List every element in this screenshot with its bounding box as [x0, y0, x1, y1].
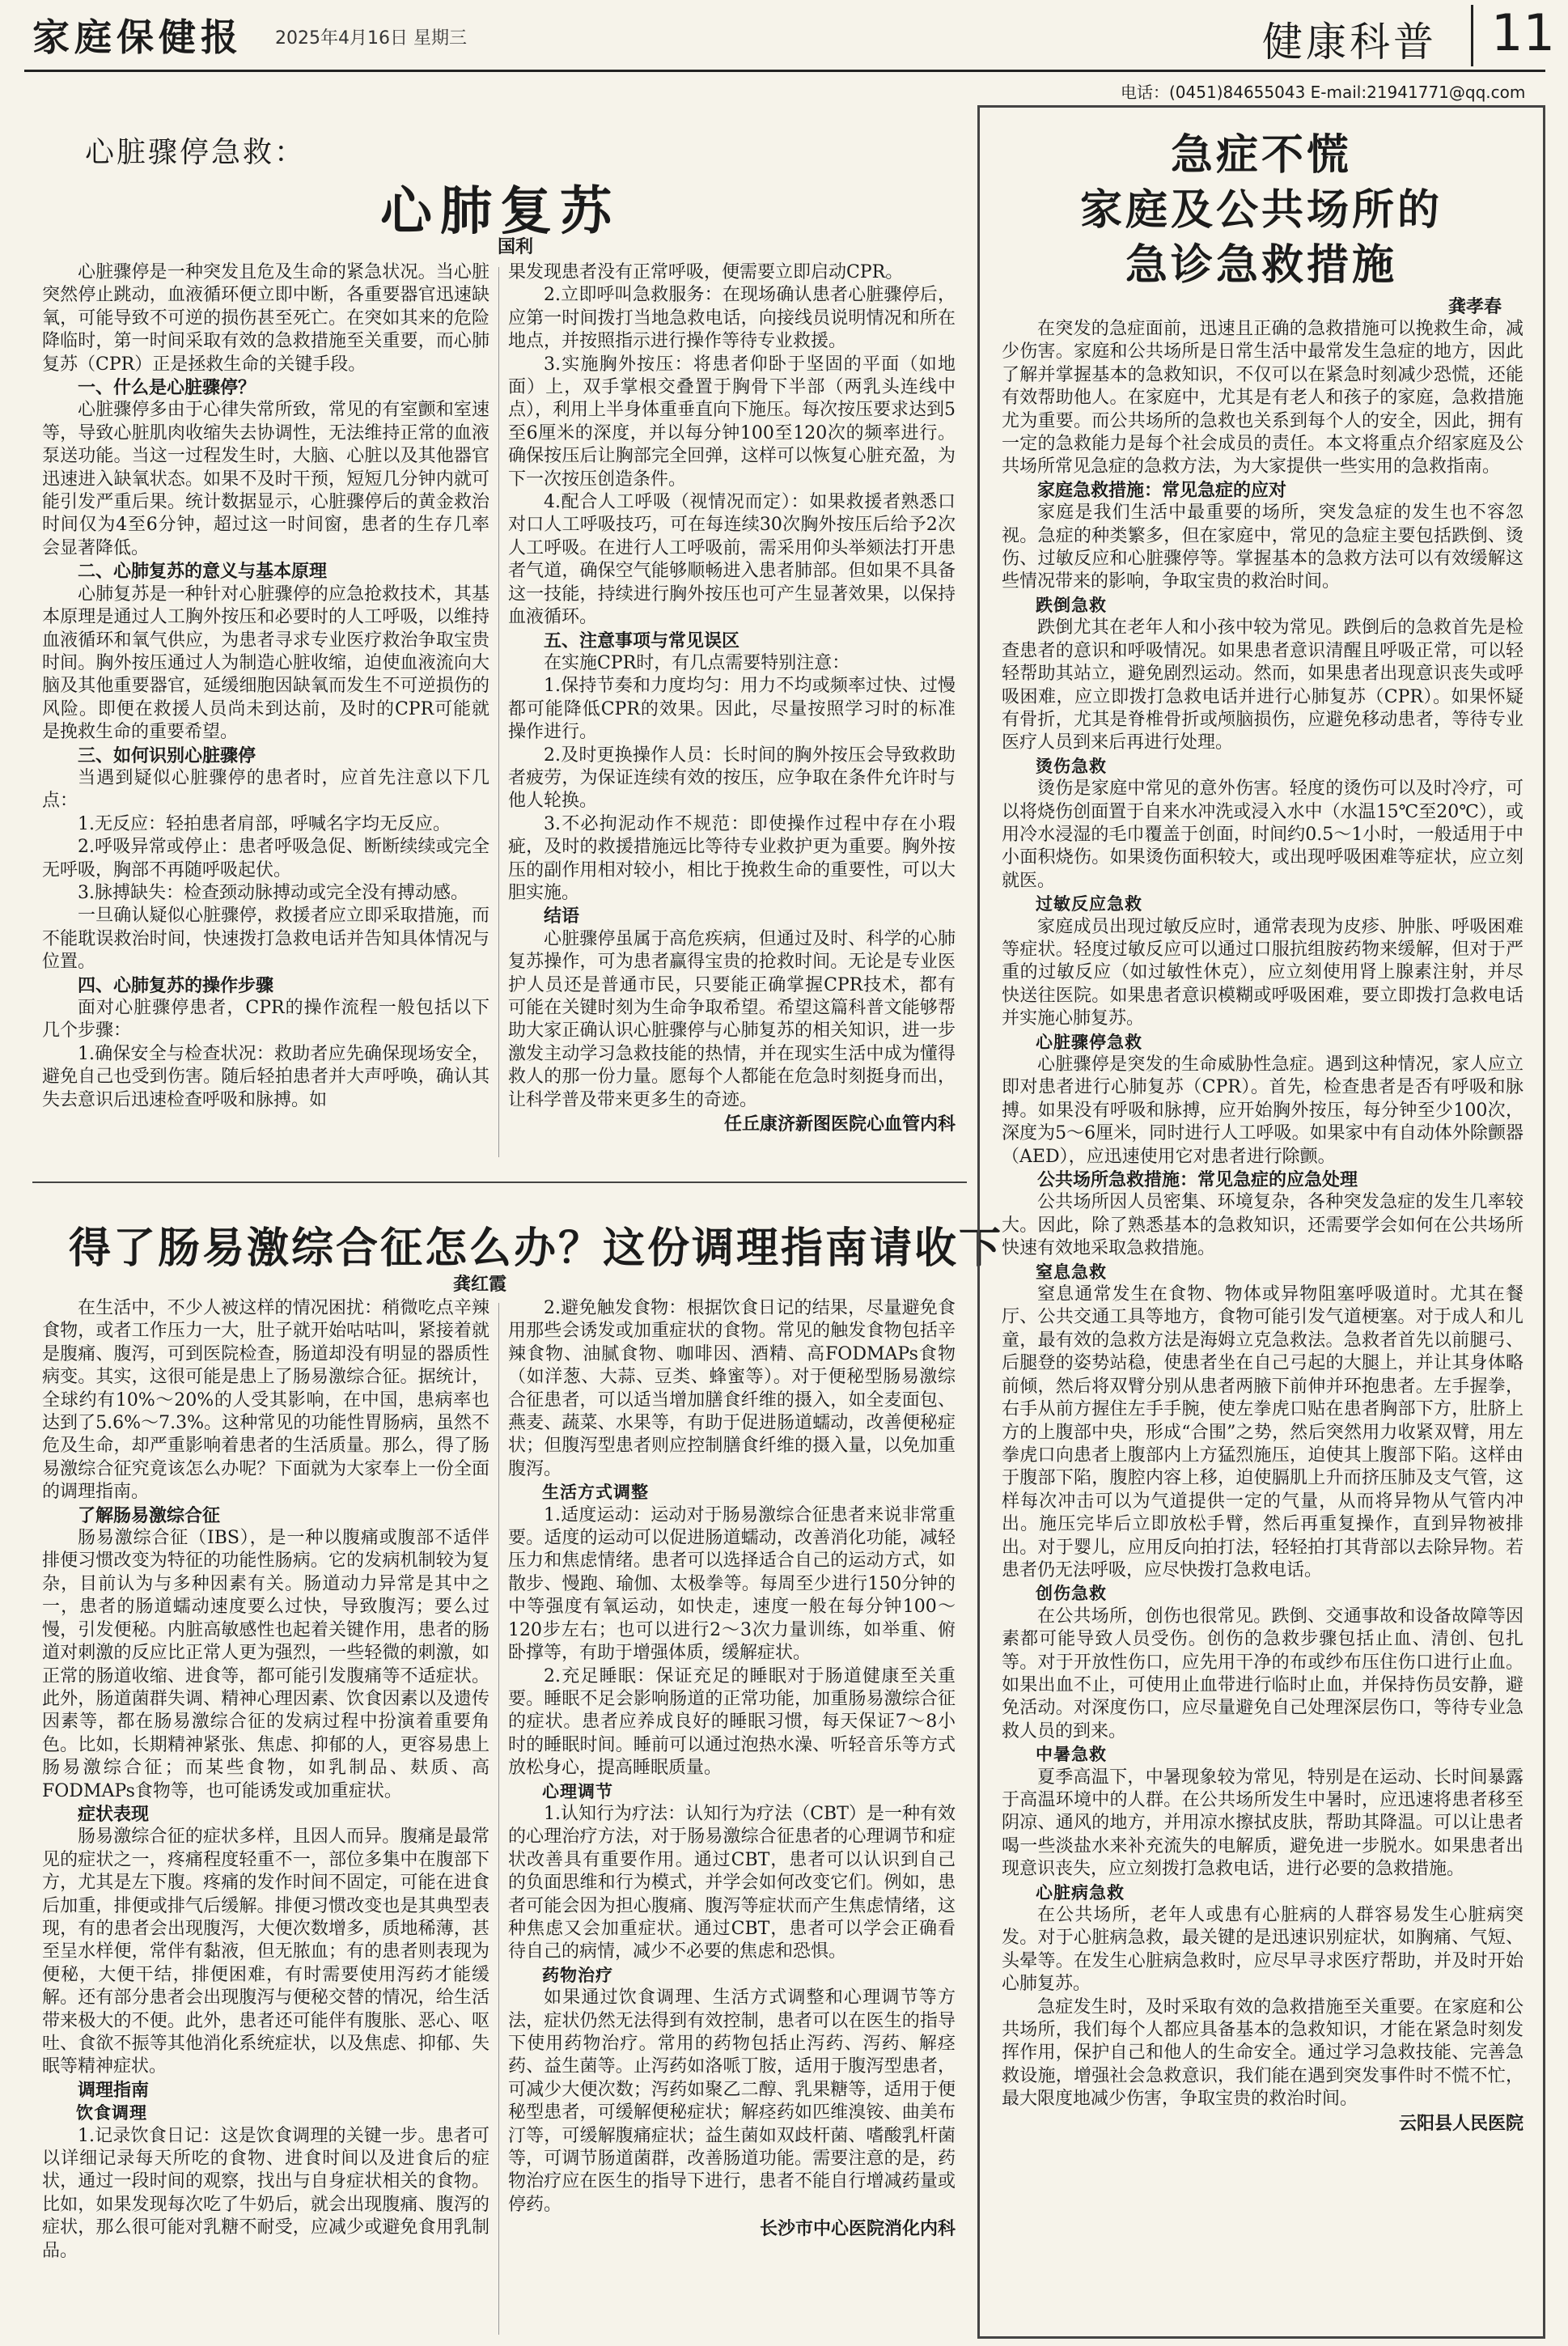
- section-heading: 调理指南: [78, 2079, 150, 2101]
- paragraph: 在突发的急症面前，迅速且正确的急救措施可以挽救生命，减少伤害。家庭和公共场所是日常生活中最常发生急症的地方，因此了解并掌握基本的急救知识，不仅可以在紧急时刻减少恐慌，还能有效帮助他人。在家庭中，尤其是有老人和孩子的家庭，急救措施尤为重要。而公共场所的急救也关系到每个人的安全，因此，拥有一定的急救能力是每个社会成员的责任。本文将重点介绍家庭及公共场所常见急症的急救方法，为大家提供一些实用的急救指南。: [1002, 319, 1524, 477]
- paragraph: 在公共场所，创伤也很常见。跌倒、交通事故和设备故障等因素都可能导致人员受伤。创伤的急救步骤包括止血、清创、包扎等。对于开放性伤口，应先用干净的布或纱布压住伤口进行止血。如果出血不止，可使用止血带进行临时止血，并保持伤员安静，避免活动。对深度伤口，应尽量避免自己处理深层伤口，等待专业急救人员的到来。: [1002, 1606, 1524, 1741]
- paragraph: 如果通过饮食调理、生活方式调整和心理调节等方法，症状仍然无法得到有效控制，患者可以在医生的指导下使用药物治疗。常用的药物包括止泻药、泻药、解痉药、益生菌等。止泻药如洛哌丁胺，适用于腹泻型患者，可减少大便次数；泻药如聚乙二醇、乳果糖等，适用于便秘型患者，可缓解便秘症状；解痉药如匹维溴铵、曲美布汀等，可缓解腹痛症状；益生菌如双歧杆菌、嗜酸乳杆菌等，可调节肠道菌群，改善肠道功能。需要注意的是，药物治疗应在医生的指导下进行，患者不能自行增减药量或停药。: [508, 1988, 956, 2215]
- section-heading: 四、心肺复苏的操作步骤: [78, 974, 274, 996]
- subsection-heading: 烫伤急救: [1036, 755, 1107, 776]
- subsection-heading: 饮食调理: [76, 2102, 147, 2123]
- paragraph: 心肺复苏是一种针对心脏骤停的应急抢救技术，其基本原理是通过人工胸外按压和必要时的人工呼吸，以维持血液循环和氧气供应，为患者寻求专业医疗救治争取宝贵时间。胸外按压通过人为制造心脏收缩，迫使血液流向大脑及其他重要器官，延缓细胞因缺氧而发生不可逆损伤的风险。即便在救援人员尚未到达前，及时的CPR可能就是挽救生命的重要希望。: [42, 583, 489, 743]
- paragraph: 2.充足睡眠：保证充足的睡眠对于肠道健康至关重要。睡眠不足会影响肠道的正常功能，加重肠易激综合征的症状。患者应养成良好的睡眠习惯，每天保证7～8小时的睡眠时间。睡前可以通过泡热水澡、听轻音乐等方式放松身心，提高睡眠质量。: [508, 1665, 956, 1779]
- paragraph: 心脏骤停虽属于高危疾病，但通过及时、科学的心肺复苏操作，可为患者赢得宝贵的抢救时间。无论是专业医护人员还是普通市民，只要能正确掌握CPR技术，都有可能在关键时刻为生命争取希望。希望这篇科普文能够帮助大家正确认识心脏骤停与心肺复苏的相关知识，进一步激发主动学习急救技能的热情，并在现实生活中成为懂得救人的那一份力量。愿每个人都能在危急时刻挺身而出，让科学普及带来更多生的奇迹。: [508, 928, 956, 1110]
- subsection-heading: 创伤急救: [1036, 1583, 1107, 1604]
- article2-column-2: [508, 1297, 956, 2340]
- article1-title: 心肺复苏: [380, 181, 620, 242]
- paragraph: 窒息通常发生在食物、物体或异物阻塞呼吸道时。尤其在餐厅、公共交通工具等地方，食物可能引发气道梗塞。对于成人和儿童，最有效的急救方法是海姆立克急救法。急救者首先以前腿弓、后腿登的姿势站稳，使患者坐在自己弓起的大腿上，并让其身体略前倾，然后将双臂分别从患者两腋下前伸并环抱患者。左手握拳，右手从前方握住左手手腕，使左拳虎口贴在患者胸部下方，肚脐上方的上腹部中央，形成“合围”之势，然后突然用力收紧双臂，用左拳虎口向患者上腹部内上方猛烈施压，迫使其上腹部下陷。这样由于腹部下陷，腹腔内容上移，迫使膈肌上升而挤压肺及支气管，这样每次冲击可以为气道提供一定的气量，从而将异物从气管内冲出。施压完毕后立即放松手臂，然后再重复操作，直到异物被排出。对于婴儿，应用反向拍打法，轻轻拍打其背部以去除异物。若患者仍无法呼吸，应尽快拨打急救电话。: [1002, 1284, 1524, 1580]
- paragraph: 肠易激综合征（IBS），是一种以腹痛或腹部不适伴排便习惯改变为特征的功能性肠病。它的发病机制较为复杂，目前认为与多种因素有关。肠道动力异常是其中之一，患者的肠道蠕动速度要么过快，导致腹泻；要么过慢，引发便秘。内脏高敏感性也起着关键作用，患者的肠道对刺激的反应比正常人更为强烈，一些轻微的刺激，如正常的肠道收缩、进食等，都可能引发腹痛等不适症状。此外，肠道菌群失调、精神心理因素、饮食因素以及遗传因素等，都在肠易激综合征的发病过程中扮演着重要角色。比如，长期精神紧张、焦虑、抑郁的人，更容易患上肠易激综合征；而某些食物，如乳制品、麸质、高FODMAPs食物等，也可能诱发或加重症状。: [42, 1528, 489, 1801]
- subsection-heading: 心理调节: [542, 1780, 613, 1801]
- section-heading: 症状表现: [78, 1803, 150, 1825]
- paragraph: 1.适度运动：运动对于肠易激综合征患者来说非常重要。适度的运动可以促进肠道蠕动，改善消化功能，减轻压力和焦虑情绪。患者可以选择适合自己的运动方式，如散步、慢跑、瑜伽、太极拳等。每周至少进行150分钟的中等强度有氧运动，如快走，速度一般在每分钟100～120步左右；也可以进行2～3次力量训练，如举重、俯卧撑等，有助于增强体质，缓解症状。: [508, 1504, 956, 1664]
- subsection-heading: 窒息急救: [1036, 1261, 1107, 1282]
- paragraph: 家庭是我们生活中最重要的场所，突发急症的发生也不容忽视。急症的种类繁多，但在家庭中，常见的急症主要包括跌倒、烫伤、过敏反应和心脏骤停等。掌握基本的急救方法可以有效缓解这些情况带来的影响，争取宝贵的救治时间。: [1002, 503, 1524, 592]
- subsection-heading: 过敏反应急救: [1036, 893, 1142, 914]
- paragraph: 家庭成员出现过敏反应时，通常表现为皮疹、肿胀、呼吸困难等症状。轻度过敏反应可以通过口服抗组胺药物来缓解，但对于严重的过敏反应（如过敏性休克），应立刻使用肾上腺素注射，并尽快送往医院。如果患者意识模糊或呼吸困难，要立即拨打急救电话并实施心肺复苏。: [1002, 916, 1524, 1029]
- paragraph: 跌倒尤其在老年人和小孩中较为常见。跌倒后的急救首先是检查患者的意识和呼吸情况。如果患者意识清醒且呼吸正常，可以轻轻帮助其站立，避免剧烈运动。然而，如果患者出现意识丧失或呼吸困难，应立即拨打急救电话并进行心肺复苏（CPR）。如果怀疑有骨折，尤其是脊椎骨折或颅脑损伤，应避免移动患者，等待专业医疗人员到来后再进行处理。: [1002, 617, 1524, 753]
- article3-author: 龚孝春: [1448, 297, 1502, 317]
- paragraph: 在实施CPR时，有几点需要特别注意：: [544, 652, 850, 673]
- article-divider: [32, 1181, 967, 1183]
- masthead-rule: [24, 70, 1545, 72]
- paragraph: 公共场所因人员密集、环境复杂，各种突发急症的发生几率较大。因此，除了熟悉基本的急救知识，还需要学会如何在公共场所快速有效地采取急救措施。: [1002, 1192, 1524, 1259]
- paragraph: 急症发生时，及时采取有效的急救措施至关重要。在家庭和公共场所，我们每个人都应具备基本的急救知识，才能在紧急时刻发挥作用，保护自己和他人的生命安全。通过学习急救技能、完善急救设施，增强社会急救意识，我们能在遇到突发事件时不慌不忙，最大限度地减少伤害，争取宝贵的救治时间。: [1002, 1996, 1524, 2110]
- article3-title-line: 急诊急救措施: [1125, 240, 1397, 290]
- paragraph: 1.认知行为疗法：认知行为疗法（CBT）是一种有效的心理治疗方法，对于肠易激综合征患者的心理调节和症状改善具有重要作用。通过CBT，患者可以认识到自己的负面思维和行为模式，并学会如何改变它们。例如，患者可能会因为担心腹痛、腹泻等症状而产生焦虑情绪，这种焦虑又会加重症状。通过CBT，患者可以学会正确看待自己的病情，减少不必要的焦虑和恐惧。: [508, 1803, 956, 1962]
- paragraph: 2.避免触发食物：根据饮食日记的结果，尽量避免食用那些会诱发或加重症状的食物。常见的触发食物包括辛辣食物、油腻食物、咖啡因、酒精、高FODMAPs食物（如洋葱、大蒜、豆类、蜂蜜等）。对于便秘型肠易激综合征患者，可以适当增加膳食纤维的摄入，如全麦面包、燕麦、蔬菜、水果等，有助于促进肠道蠕动，改善便秘症状；但腹泻型患者则应控制膳食纤维的摄入量，以免加重腹泻。: [508, 1298, 956, 1479]
- column-divider: [498, 267, 499, 1157]
- section-heading: 家庭急救措施：常见急症的应对: [1037, 479, 1287, 501]
- article1-author: 国利: [498, 237, 534, 257]
- subsection-heading: 中暑急救: [1036, 1744, 1107, 1765]
- article1-kicker: 心脏骤停急救：: [85, 136, 307, 169]
- paragraph: 2.呼吸异常或停止：患者呼吸急促、断断续续或完全无呼吸，胸部不再随呼吸起伏。: [42, 837, 489, 880]
- paragraph: 在生活中，不少人被这样的情况困扰：稍微吃点辛辣食物，或者工作压力一大，肚子就开始咕咕叫，紧接着就是腹痛、腹泻，可到医院检查，肠道却没有明显的器质性病变。其实，这很可能是患上了肠易激综合征。据统计，全球约有10%～20%的人受其影响，在中国，患病率也达到了5.6%～7.3%。这种常见的功能性胃肠病，虽然不危及生命，却严重影响着患者的生活质量。那么，得了肠易激综合征究竟该怎么办呢？下面就为大家奉上一份全面的调理指南。: [42, 1298, 489, 1503]
- paragraph: 在公共场所，老年人或患有心脏病的人群容易发生心脏病突发。对于心脏病急救，最关键的是迅速识别症状，如胸痛、气短、头晕等。在发生心脏病急救时，应尽早寻求医疗帮助，并及时开始心肺复苏。: [1002, 1905, 1524, 1995]
- author-affiliation: 云阳县人民医院: [1398, 2113, 1524, 2134]
- section-title: 健康科普: [1262, 19, 1437, 66]
- paragraph: 3.脉搏缺失：检查颈动脉搏动或完全没有搏动感。: [78, 882, 468, 903]
- author-affiliation: 任丘康济新图医院心血管内科: [723, 1114, 956, 1135]
- article2-column-1: [42, 1297, 489, 2340]
- paragraph: 肠易激综合征的症状多样，且因人而异。腹痛是最常见的症状之一，疼痛程度轻重不一，部位多集中在腹部下方，尤其是左下腹。疼痛的发作时间不固定，可能在进食后加重，排便或排气后缓解。排便习惯改变也是其典型表现，有的患者会出现腹泻，大便次数增多，质地稀薄，甚至呈水样便，常伴有黏液，但无脓血；有的患者则表现为便秘，大便干结，排便困难，有时需要使用泻药才能缓解。还有部分患者会出现腹泻与便秘交替的情况，给生活带来极大的不便。此外，患者还可能伴有腹胀、恶心、呕吐、食欲不振等其他消化系统症状，以及焦虑、抑郁、失眠等精神症状。: [42, 1826, 489, 2077]
- section-heading: 五、注意事项与常见误区: [544, 630, 740, 651]
- column-divider: [498, 1303, 499, 2335]
- article1-column-2: [508, 261, 956, 1164]
- issue-date: 2025年4月16日 星期三: [275, 28, 467, 49]
- paragraph: 2.立即呼叫急救服务：在现场确认患者心脏骤停后，应第一时间拨打当地急救电话，向接线员说明情况和所在地点，并按照指示进行操作等待专业救援。: [508, 285, 956, 352]
- paragraph: 3.不必拘泥动作不规范：即使操作过程中存在小瑕疵，及时的救援措施远比等待专业救护更为重要。胸外按压的副作用相对较小，相比于挽救生命的重要性，可以大胆实施。: [508, 813, 956, 903]
- article1-column-1: [42, 261, 489, 1164]
- section-heading: 一、什么是心脏骤停？: [78, 377, 256, 399]
- paragraph: 3.实施胸外按压：将患者仰卧于坚固的平面（如地面）上，双手掌根交叠置于胸骨下半部（两乳头连线中点），利用上半身体重垂直向下施压。每次按压要求达到5至6厘米的深度，并以每分钟100至120次的频率进行。确保按压后让胸部完全回弹，这样可以恢复心脏充盈，为下一次按压创造条件。: [508, 354, 956, 490]
- paragraph: 1.保持节奏和力度均匀：用力不均或频率过快、过慢都可能降低CPR的效果。因此，尽量按照学习时的标准操作进行。: [508, 676, 956, 743]
- paragraph: 1.记录饮食日记：这是饮食调理的关键一步。患者可以详细记录每天所吃的食物、进食时间以及进食后的症状，通过一段时间的观察，找出与自身症状相关的食物。比如，如果发现每次吃了牛奶后，就会出现腹痛、腹泻的症状，那么很可能对乳糖不耐受，应减少或避免食用乳制品。: [42, 2125, 489, 2261]
- paragraph: 2.及时更换操作人员：长时间的胸外按压会导致救助者疲劳，为保证连续有效的按压，应争取在条件允许时与他人轮换。: [508, 745, 956, 812]
- section-heading: 公共场所急救措施：常见急症的应急处理: [1037, 1169, 1358, 1191]
- paragraph: 夏季高温下，中暑现象较为常见，特别是在运动、长时间暴露于高温环境中的人群。在公共场所发生中暑时，应迅速将患者移至阴凉、通风的地方，并用凉水擦拭皮肤，帮助其降温。可以让患者喝一些淡盐水来补充流失的电解质，避免进一步脱水。如果患者出现意识丧失，应立刻拨打急救电话，进行必要的急救措施。: [1002, 1767, 1524, 1880]
- author-affiliation: 长沙市中心医院消化内科: [759, 2219, 956, 2240]
- paragraph: 1.无反应：轻拍患者肩部，呼喊名字均无反应。: [78, 813, 451, 834]
- paragraph: 心脏骤停是突发的生命威胁性急症。遇到这种情况，家人应立即对患者进行心肺复苏（CPR）。首先，检查患者是否有呼吸和脉搏。如果没有呼吸和脉搏，应开始胸外按压，每分钟至少100次，深度为5～6厘米，同时进行人工呼吸。如果家中有自动体外除颤器（AED），应迅速使用它对患者进行除颤。: [1002, 1054, 1524, 1167]
- paragraph: 果发现患者没有正常呼吸，便需要立即启动CPR。: [508, 262, 904, 282]
- section-heading: 了解肠易激综合征: [78, 1504, 221, 1526]
- section-heading: 二、心肺复苏的意义与基本原理: [78, 561, 328, 583]
- paragraph: 烫伤是家庭中常见的意外伤害。轻度的烫伤可以及时冷疗，可以将烧伤创面置于自来水冲洗或浸入水中（水温15℃至20℃），或用冷水浸湿的毛巾覆盖于创面，时间约0.5～1小时，一般适用于中小面积烧伤。如果烫伤面积较大，或出现呼吸困难等症状，应立刻就医。: [1002, 778, 1524, 891]
- article3-title-line: 家庭及公共场所的: [1079, 185, 1443, 235]
- article3-body: [1002, 318, 1524, 2333]
- paragraph: 面对心脏骤停患者，CPR的操作流程一般包括以下几个步骤：: [42, 998, 489, 1041]
- paragraph: 心脏骤停多由于心律失常所致，常见的有室颤和室速等，导致心脏肌肉收缩失去协调性，无法维持正常的血液泵送功能。当这一过程发生时，大脑、心脏以及其他器官迅速进入缺氧状态。如果不及时干预，短短几分钟内就可能引发严重后果。统计数据显示，心脏骤停后的黄金救治时间仅为4至6分钟，超过这一时间窗，患者的生存几率会显著降低。: [42, 400, 489, 558]
- paragraph: 4.配合人工呼吸（视情况而定）：如果救援者熟悉口对口人工呼吸技巧，可在每连续30次胸外按压后给予2次人工呼吸。在进行人工呼吸前，需采用仰头举颏法打开患者气道，确保空气能够顺畅进入患者肺部。但如果不具备这一技能，持续进行胸外按压也可产生显著效果，以保持血液循环。: [508, 492, 956, 628]
- subsection-heading: 药物治疗: [542, 1964, 613, 1985]
- page-number: 11: [1471, 5, 1555, 66]
- subsection-heading: 心脏骤停急救: [1036, 1031, 1142, 1052]
- section-heading: 三、如何识别心脏骤停: [78, 745, 256, 766]
- article3-title: [977, 128, 1545, 293]
- subsection-heading: 跌倒急救: [1036, 594, 1107, 615]
- subsection-heading: 心脏病急救: [1036, 1881, 1125, 1903]
- contact-line: 电话：(0451)84655043 E-mail:21941771@qq.com: [1121, 83, 1526, 102]
- subsection-heading: 生活方式调整: [542, 1482, 649, 1503]
- paragraph: 心脏骤停是一种突发且危及生命的紧急状况。当心脏突然停止跳动，血液循环便立即中断，各重要器官迅速缺氧，可能导致不可逆的损伤甚至死亡。在突如其来的危险降临时，第一时间采取有效的急救措施至关重要，而心肺复苏（CPR）正是拯救生命的关键手段。: [42, 262, 489, 375]
- article2-title: 得了肠易激综合征怎么办？这份调理指南请收下: [69, 1224, 1004, 1273]
- article2-author: 龚红霞: [453, 1275, 507, 1295]
- paragraph: 当遇到疑似心脏骤停的患者时，应首先注意以下几点：: [42, 767, 489, 812]
- article3-title-line: 急症不慌: [1170, 130, 1352, 180]
- paragraph: 1.确保安全与检查状况：救助者应先确保现场安全，避免自己也受到伤害。随后轻拍患者并大声呼唤，确认其失去意识后迅速检查呼吸和脉搏。如: [42, 1043, 489, 1110]
- paragraph: 一旦确认疑似心脏骤停，救援者应立即采取措施，而不能耽误救治时间，快速拨打急救电话并告知具体情况与位置。: [42, 906, 489, 973]
- newspaper-name: 家庭保健报: [32, 15, 243, 59]
- section-heading: 结语: [544, 906, 580, 927]
